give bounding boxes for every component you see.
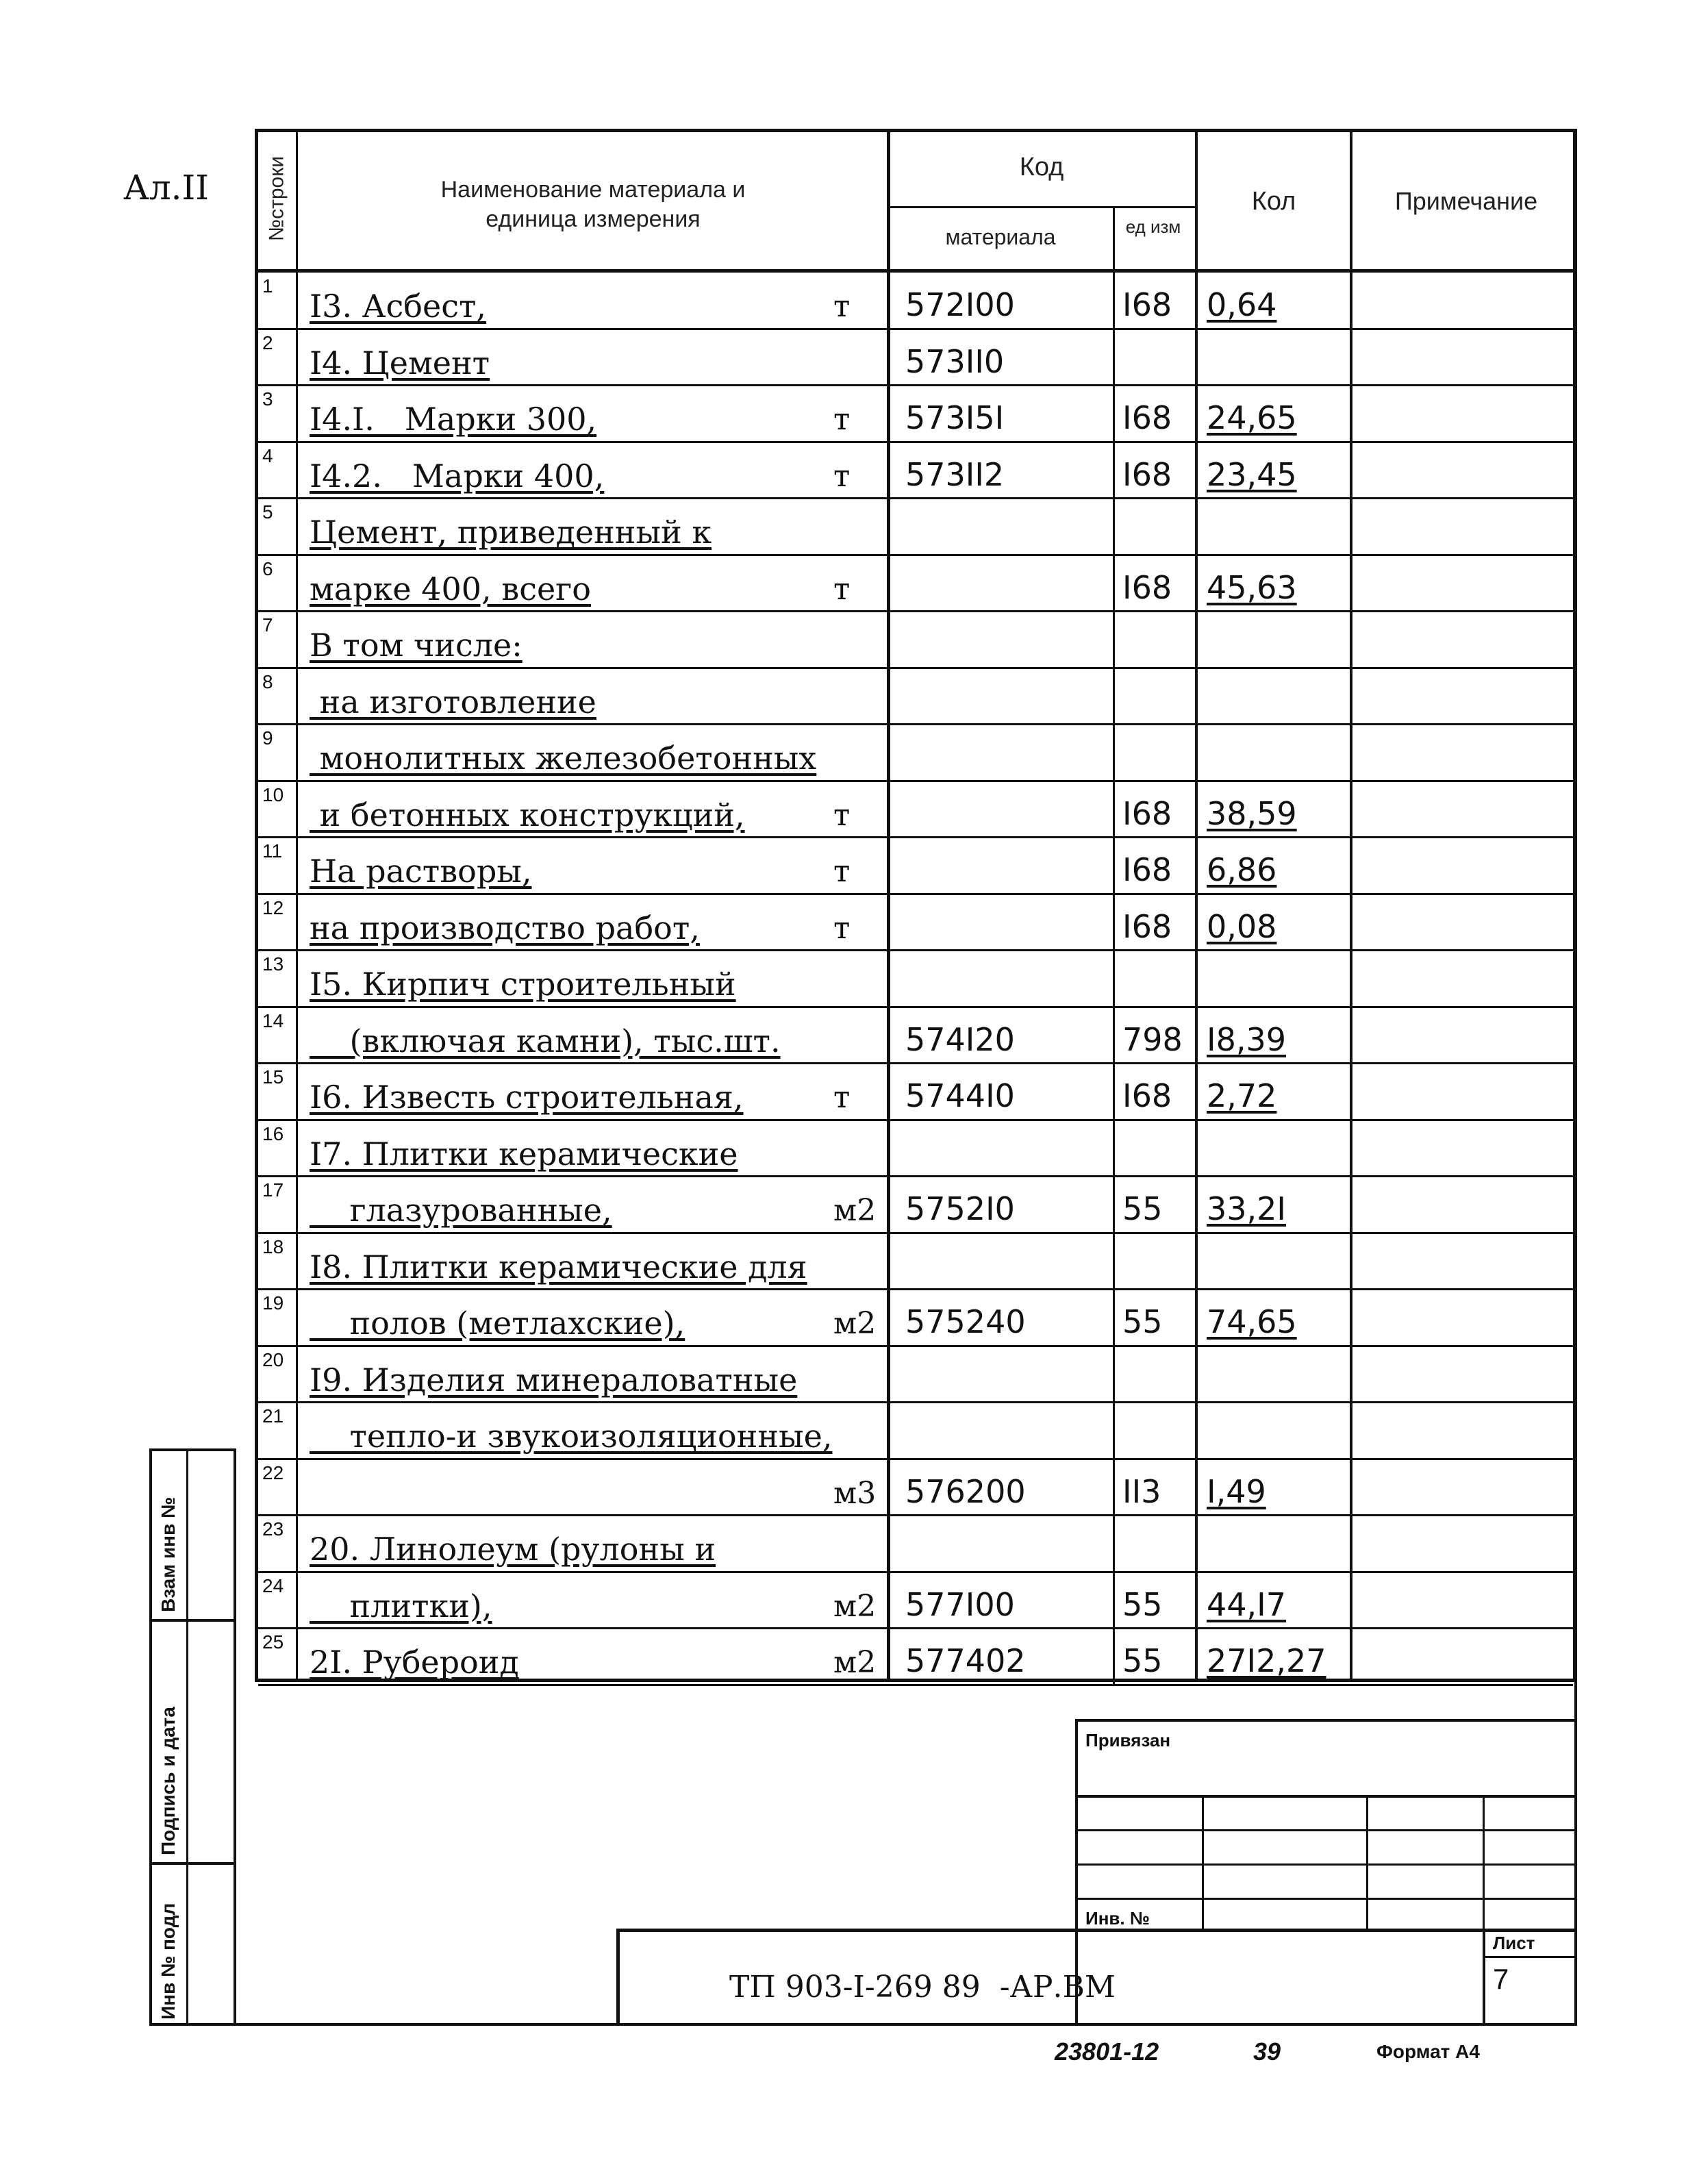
row-number: 5 [262,501,273,523]
row-number: 19 [262,1292,284,1314]
quantity: 45,63 [1207,568,1297,606]
unit-code: II3 [1122,1472,1161,1510]
header-code-unit: ед изм [1125,216,1181,237]
material-name: полов (метлахские), [310,1305,685,1342]
header-qty: Кол [1251,187,1296,216]
materials-table [255,129,1576,1682]
row-divider [258,610,1573,612]
row-number: 15 [262,1066,284,1088]
footer-format: Формат А4 [1376,2041,1480,2062]
quantity: 27I2,27 [1207,1642,1326,1679]
material-name: 20. Линолеум (рулоны и [310,1531,716,1568]
stamp-sheet-title: Лист [1493,1933,1535,1953]
row-number: 16 [262,1122,284,1144]
header-row-no: №строки [265,155,288,242]
quantity: 2,72 [1207,1077,1277,1114]
material-name: марке 400, всего [310,570,591,607]
material-code: 572I00 [905,286,1015,323]
row-divider [258,667,1573,669]
stamp-inv-no: Инв. № [1085,1908,1150,1929]
unit-code: I68 [1122,568,1172,606]
material-unit: т [833,797,851,833]
material-name: I4. Цемент [310,344,490,381]
row-number: 23 [262,1518,284,1540]
quantity: 0,64 [1207,286,1277,323]
unit-code: 55 [1122,1190,1163,1227]
material-name: на производство работ, [310,909,700,946]
row-divider [258,949,1573,951]
material-unit: т [833,402,851,437]
row-divider [258,1571,1573,1573]
unit-code: 798 [1122,1020,1183,1058]
row-number: 11 [262,840,283,862]
material-name: I5. Кирпич строительный [310,966,736,1003]
row-number: 3 [262,388,273,410]
stamp-doc-code: ТП 903-I-269 89 -АР.ВМ [729,1970,1116,2005]
row-number: 7 [262,614,273,636]
stamp-attached: Привязан [1085,1730,1171,1750]
material-unit: т [833,1080,851,1115]
row-divider [258,723,1573,725]
material-name: I4.2. Марки 400, [310,457,605,494]
row-number: 6 [262,557,273,579]
header-code-material: материала [945,225,1056,249]
material-name: и бетонных конструкций, [310,796,745,833]
row-number: 20 [262,1348,284,1370]
material-code: 573II2 [905,455,1005,493]
row-divider [258,497,1573,499]
material-unit: м3 [833,1475,877,1511]
material-name: I9. Изделия минераловатные [310,1361,798,1398]
quantity: 6,86 [1207,851,1277,888]
row-divider [258,328,1573,330]
row-number: 12 [262,896,284,918]
material-name: В том числе: [310,627,523,664]
sheet-label: Ал.II [123,168,210,208]
row-divider [258,1401,1573,1403]
quantity: 23,45 [1207,455,1297,493]
quantity: 24,65 [1207,399,1297,436]
unit-code: I68 [1122,286,1172,323]
row-divider [258,780,1573,782]
material-unit: м2 [833,1306,877,1341]
material-code: 576200 [905,1472,1026,1510]
row-divider [258,384,1573,386]
row-divider [258,1119,1573,1121]
row-number: 2 [262,331,273,353]
unit-code: I68 [1122,907,1172,945]
material-unit: т [833,910,851,946]
stamp-frame [236,1682,1577,2026]
stamp-sheet-number: 7 [1493,1963,1509,1995]
material-name: глазурованные, [310,1192,612,1229]
row-divider [258,441,1573,443]
row-divider [258,1288,1573,1290]
row-number: 13 [262,953,284,975]
material-code: 573II0 [905,342,1005,380]
row-divider [258,1514,1573,1516]
material-unit: т [833,854,851,889]
material-unit: т [833,458,851,494]
material-name: монолитных железобетонных [310,740,817,777]
material-unit: м2 [833,1588,877,1624]
row-divider [258,893,1573,895]
row-number: 9 [262,727,273,749]
header-name: Наименование материала и [440,177,746,203]
row-divider [258,1006,1573,1008]
material-unit: т [833,289,851,324]
material-name: плитки), [310,1587,492,1624]
material-code: 577I00 [905,1585,1015,1623]
quantity: I8,39 [1207,1020,1286,1058]
unit-code: 55 [1122,1642,1163,1679]
row-number: 10 [262,783,284,805]
material-name: I6. Известь строительная, [310,1079,744,1116]
row-divider [258,1232,1573,1234]
row-divider [258,1062,1573,1064]
row-divider [258,836,1573,838]
unit-code: 55 [1122,1585,1163,1623]
row-divider [258,1175,1573,1177]
footer-number: 23801-12 [1055,2037,1159,2066]
side-vzam: Взам инв № [158,1496,179,1612]
footer-page: 39 [1253,2037,1281,2066]
header-note: Примечание [1394,187,1538,215]
quantity: 0,08 [1207,907,1277,945]
quantity: 38,59 [1207,794,1297,832]
material-name: тепло-и звукоизоляционные, [310,1418,833,1455]
row-number: 18 [262,1235,284,1257]
quantity: 44,I7 [1207,1585,1286,1623]
material-name: I4.I. Марки 300, [310,401,597,438]
row-number: 22 [262,1461,284,1483]
row-number: 8 [262,670,273,692]
row-number: 25 [262,1631,284,1653]
material-name: (включая камни), тыс.шт. [310,1022,781,1059]
quantity: 33,2I [1207,1190,1286,1227]
side-inv-podl: Инв № подл [158,1903,179,2020]
row-divider [258,1458,1573,1460]
row-divider [258,1345,1573,1347]
unit-code: 55 [1122,1303,1163,1340]
material-unit: м2 [833,1193,877,1228]
row-number: 4 [262,444,273,466]
material-name: На растворы, [310,853,532,890]
quantity: I,49 [1207,1472,1266,1510]
material-name: на изготовление [310,683,596,720]
unit-code: I68 [1122,851,1172,888]
material-code: 573I5I [905,399,1005,436]
unit-code: I68 [1122,399,1172,436]
row-number: 1 [262,275,273,297]
material-code: 577402 [905,1642,1026,1679]
material-code: 575240 [905,1303,1026,1340]
row-divider [258,1627,1573,1629]
material-code: 5744I0 [905,1077,1015,1114]
material-name: Цемент, приведенный к [310,514,712,551]
material-code: 5752I0 [905,1190,1015,1227]
row-divider [258,554,1573,556]
side-signature: Подпись и дата [158,1707,179,1855]
header-code: Код [1019,153,1064,181]
row-number: 21 [262,1405,284,1427]
material-code: 574I20 [905,1020,1015,1058]
row-number: 17 [262,1179,284,1201]
material-name: I3. Асбест, [310,288,487,325]
material-name: I8. Плитки керамические для [310,1248,807,1285]
unit-code: I68 [1122,1077,1172,1114]
row-number: 24 [262,1574,284,1596]
row-number: 14 [262,1009,284,1031]
quantity: 74,65 [1207,1303,1297,1340]
material-unit: м2 [833,1645,877,1680]
material-name: I7. Плитки керамические [310,1135,738,1172]
unit-code: I68 [1122,455,1172,493]
header-name-unit: единица измерения [486,206,701,232]
side-strip [149,1448,236,2026]
unit-code: I68 [1122,794,1172,832]
material-name: 2I. Рубероид [310,1644,519,1681]
material-unit: т [833,571,851,607]
